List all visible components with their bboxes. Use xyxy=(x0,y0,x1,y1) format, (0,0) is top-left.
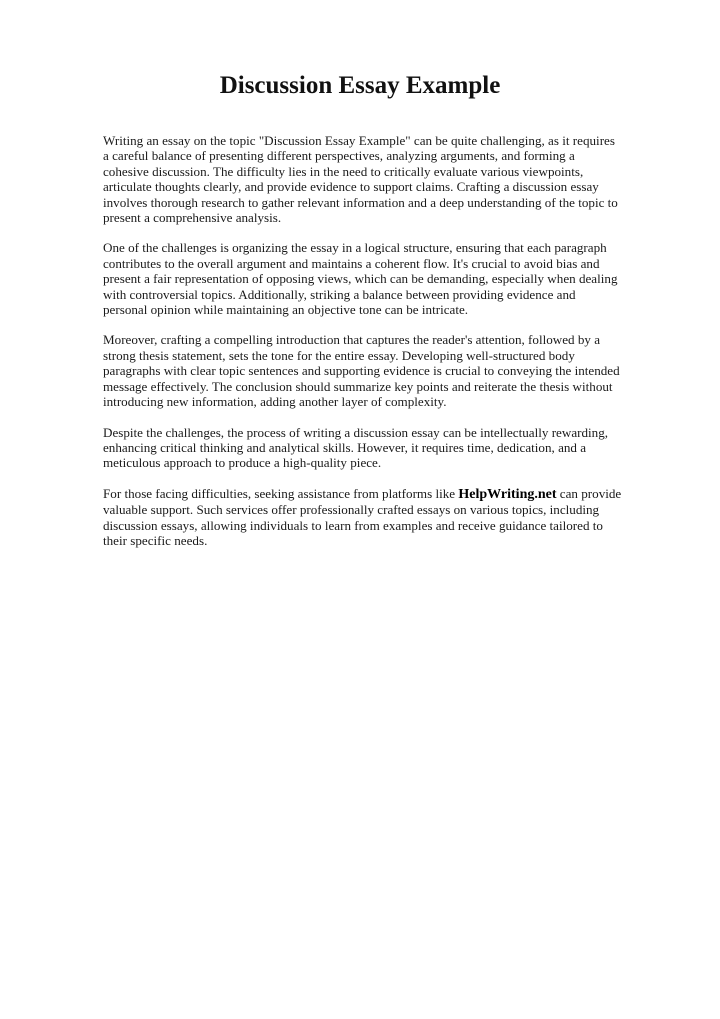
paragraph-1: Writing an essay on the topic "Discussion Essay Example" can be quite challenging, as it requires a careful balance of presenting different perspectives, analyzing arguments, and forming a cohesive discussion. The difficulty lies in the need to critically evaluate various viewpoints, articulate thoughts clearly, and provide evidence to support claims. Crafting a discussion essay involves thorough research to gather relevant information and a deep understanding of the topic to present a comprehensive analysis. xyxy=(103,133,618,226)
paragraph-2: One of the challenges is organizing the essay in a logical structure, ensuring that each paragraph contributes to the overall argument and maintains a coherent flow. It's crucial to avoid bias and present a fair representation of opposing views, which can be demanding, especially when dealing with controversial topics. Additionally, striking a balance between providing evidence and personal opinion while maintaining an objective tone can be intricate. xyxy=(103,240,618,318)
paragraph-3: Moreover, crafting a compelling introduction that captures the reader's attention, followed by a strong thesis statement, sets the tone for the entire essay. Developing well-structured body paragraphs with clear topic sentences and supporting evidence is crucial to conveying the intended message effectively. The conclusion should summarize key points and reiterate the thesis without introducing new information, adding another layer of complexity. xyxy=(103,332,620,410)
document-body xyxy=(103,133,623,563)
paragraph-5-rest: can provide valuable support. Such services offer professionally crafted essays on various topics, including discussion essays, allowing individuals to learn from examples and receive guidance tailored to their specific needs. xyxy=(103,485,622,548)
page-title: Discussion Essay Example xyxy=(219,72,501,99)
brand-name: HelpWriting.net xyxy=(458,486,557,502)
paragraph-5 xyxy=(103,486,623,549)
paragraph-5-lead: For those facing difficulties, seeking assistance from platforms like xyxy=(103,485,459,501)
paragraph-4: Despite the challenges, the process of writing a discussion essay can be intellectually rewarding, enhancing critical thinking and analytical skills. However, it requires time, dedication, and a meticulous approach to produce a high-quality piece. xyxy=(103,424,609,471)
